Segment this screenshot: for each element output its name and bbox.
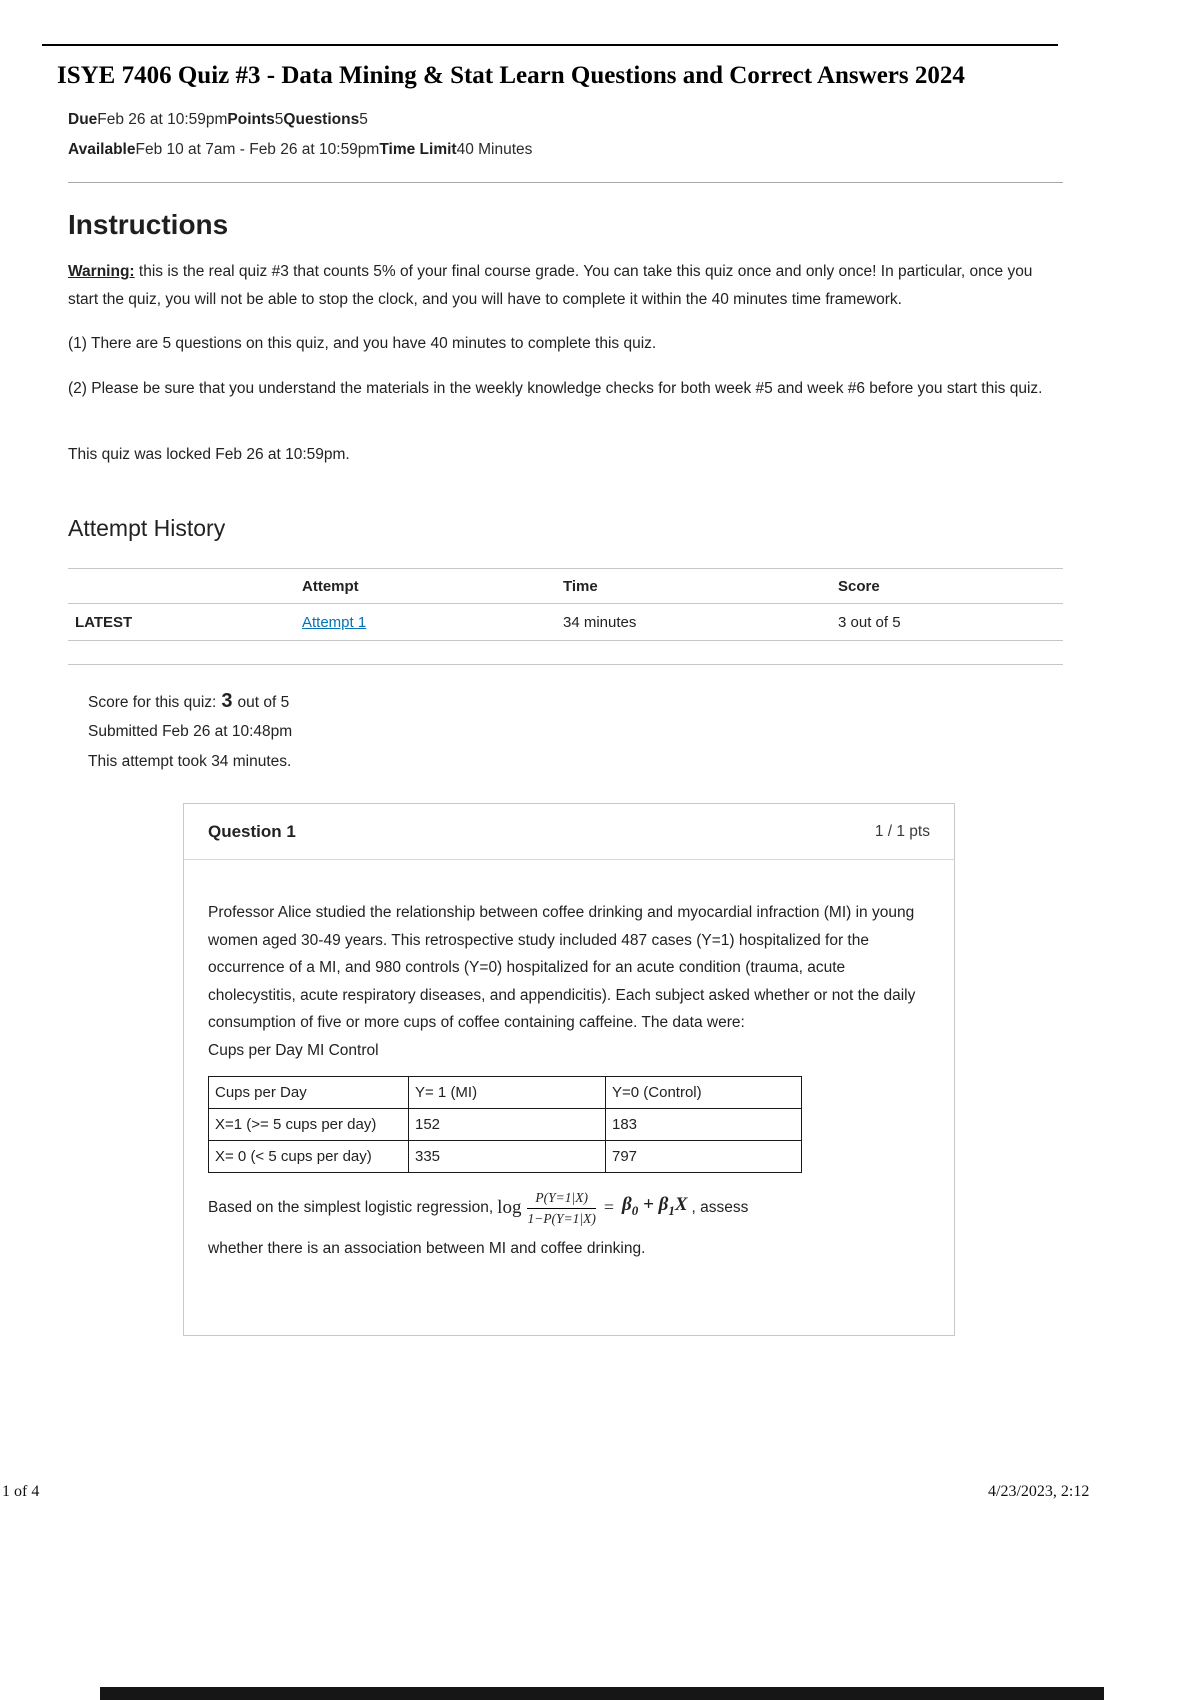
attempt-history-header-row [68,569,1063,604]
locked-note: This quiz was locked Feb 26 at 10:59pm. [68,446,350,463]
formula-rhs [622,1191,687,1224]
formula-log: log [497,1197,522,1219]
data-table-cell: 797 [606,1141,802,1173]
meta-line-available [68,135,1063,165]
formula-sub0: 0 [631,1203,639,1219]
question-card [183,803,955,1336]
formula-plus: + [638,1194,659,1216]
regression-statement [208,1189,930,1227]
next-page-edge [100,1687,1104,1700]
table-row [68,604,1063,641]
instructions-heading: Instructions [68,209,229,240]
warning-paragraph [68,258,1060,313]
meta-line-due [68,105,1063,135]
table-caption: Cups per Day MI Control [208,1041,379,1059]
data-table-cell: X= 0 (< 5 cups per day) [209,1141,409,1173]
attempt-history-table [68,568,1063,665]
attempt-score: 3 out of 5 [838,613,901,631]
formula-suffix: , assess [691,1199,749,1217]
points-value: 5 [274,111,284,128]
due-label: Due [68,111,98,128]
data-table-cell: 335 [409,1141,606,1173]
formula-denominator: 1−P(Y=1|X) [527,1210,596,1226]
submitted-line: Submitted Feb 26 at 10:48pm [88,723,293,740]
footer-datetime: 4/23/2023, 2:12 [988,1483,1090,1500]
attempt-history-heading: Attempt History [68,514,226,541]
time-col-header: Time [563,577,598,595]
quiz-meta [68,105,1063,165]
data-table-header-row [209,1077,802,1109]
due-value: Feb 26 at 10:59pm [97,111,228,128]
attempt-time: 34 minutes [563,613,637,631]
formula-sub1: 1 [668,1203,675,1219]
warning-label: Warning: [68,263,135,280]
score-value: 3 [221,689,233,712]
quiz-document [57,58,1063,1336]
points-label: Points [227,111,275,128]
data-table [208,1076,802,1173]
formula-beta1: β [658,1194,669,1216]
score-suffix: out of 5 [237,693,290,711]
page-title: ISYE 7406 Quiz #3 - Data Mining & Stat Learn Questions and Correct Answers 2024 [57,62,965,89]
available-value: Feb 10 at 7am - Feb 26 at 10:59pm [135,141,380,158]
attempt-col-header: Attempt [302,577,359,595]
score-label: Score for this quiz: [88,693,217,711]
data-table-header-cell: Y=0 (Control) [606,1077,802,1109]
time-limit-label: Time Limit [379,141,457,158]
formula-fraction [527,1189,595,1227]
latest-label: LATEST [75,613,133,631]
table-row [209,1141,802,1173]
regression-statement-line2: whether there is an association between MI and coffee drinking. [208,1240,646,1258]
instruction-item-1: (1) There are 5 questions on this quiz, and you have 40 minutes to complete this quiz. [68,335,657,352]
formula-beta0: β [622,1194,632,1216]
top-rule [42,44,1058,46]
instruction-item-2: (2) Please be sure that you understand the materials in the weekly knowledge checks for both week #5 and week #6 before you start this quiz. [68,379,1043,397]
formula-numerator: P(Y=1|X) [527,1189,595,1209]
score-col-header: Score [838,577,880,595]
question-body [184,860,954,1335]
table-bottom-rule [68,641,1063,665]
data-table-cell: 183 [606,1109,802,1141]
score-line [88,687,1063,718]
question-text: Professor Alice studied the relationship between coffee drinking and myocardial infraction (MI) in young women aged 30-49 years. This retrospective study included 487 cases (Y=1) hospitalized for the occurrence of a MI, and 980 controls (Y=0) hospitalized for an acute condition (trauma, acute cholecystitis, acute respiratory diseases, and appendicitis). Each subject asked whether or not the daily consumption of five or more cups of coffee containing caffeine. The data were: [208,904,916,1031]
formula-prefix: Based on the simplest logistic regression, [208,1199,494,1217]
blank-col-header [68,577,302,594]
question-header [184,804,954,860]
data-table-cell: 152 [409,1109,606,1141]
table-row [209,1109,802,1141]
question-points: 1 / 1 pts [874,823,930,840]
question-title: Question 1 [208,822,296,841]
quiz-summary [88,687,1063,777]
footer-page-number: 1 of 4 [2,1483,40,1500]
data-table-header-cell: Y= 1 (MI) [409,1077,606,1109]
attempt-duration-line: This attempt took 34 minutes. [88,752,292,770]
formula-equals: = [603,1197,615,1218]
attempt-link[interactable]: Attempt 1 [302,613,367,631]
data-table-cell: X=1 (>= 5 cups per day) [209,1109,409,1141]
formula-x: X [674,1194,688,1216]
warning-text: this is the real quiz #3 that counts 5% of your final course grade. You can take this quiz once and only once! In particular, once you start the quiz, you will not be able to stop the clock, and you will have to complete it within the 40 minutes time framework. [68,263,1033,308]
time-limit-value: 40 Minutes [456,141,533,158]
available-label: Available [68,141,136,158]
questions-label: Questions [283,111,360,128]
data-table-header-cell: Cups per Day [209,1077,409,1109]
logistic-regression-formula [497,1189,687,1227]
questions-value: 5 [359,111,368,128]
header-divider [68,182,1063,183]
